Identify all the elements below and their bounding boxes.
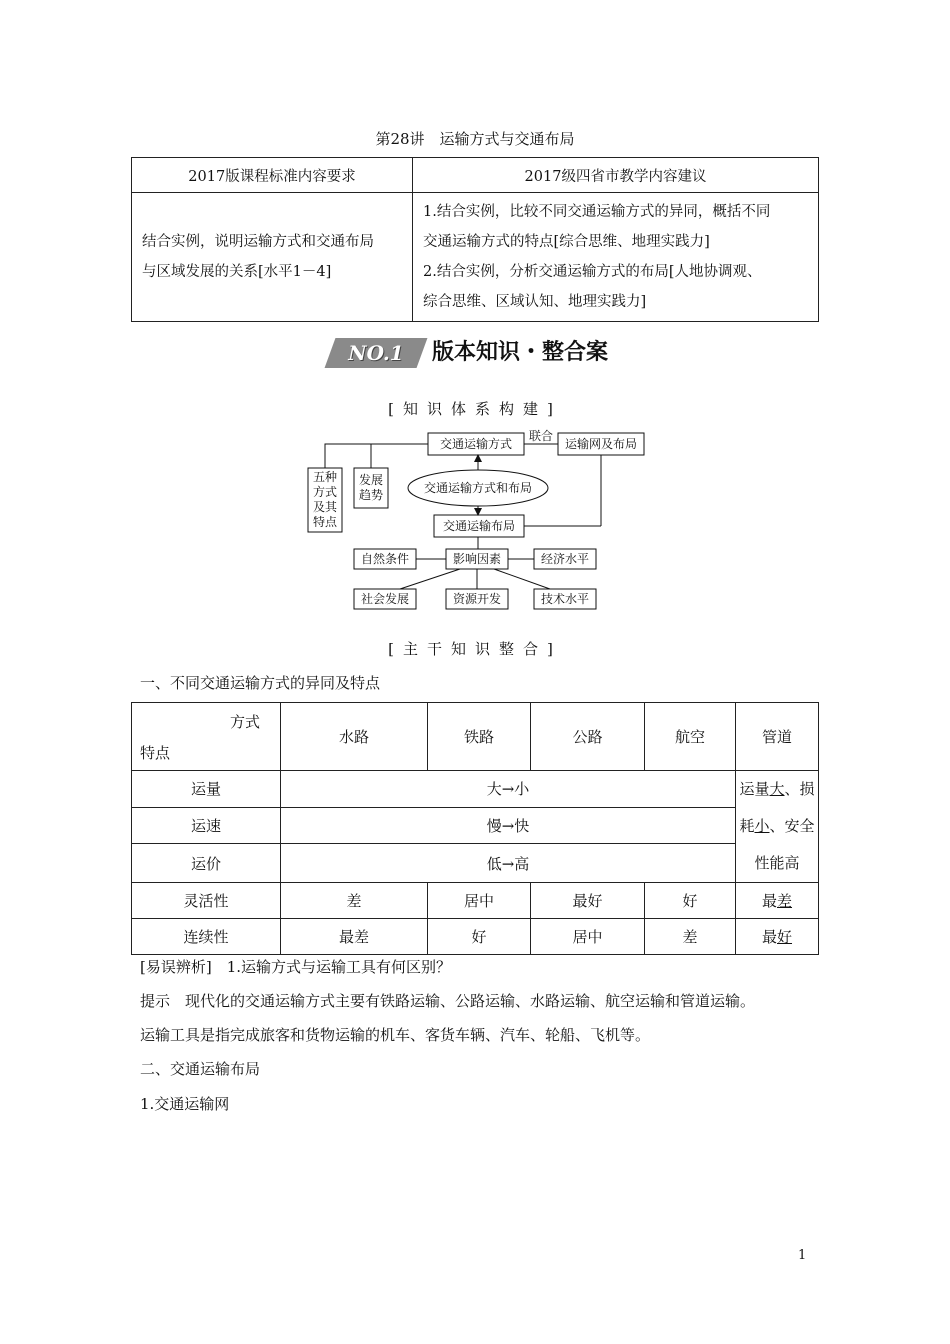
column-header-water: 水路 [281, 703, 428, 771]
diagram-node-five: 方式 [312, 485, 338, 499]
diagram-node-five: 五种 [312, 470, 338, 484]
heading-transport-layout: 二、交通运输布局 [140, 1060, 261, 1078]
standards-header-right: 2017级四省市教学内容建议 [413, 158, 819, 193]
standards-left-line: 结合实例，说明运输方式和交通布局 [142, 234, 374, 250]
diagram-node-natural: 自然条件 [360, 552, 410, 566]
continuity-air: 差 [645, 919, 736, 955]
continuity-road: 居中 [531, 919, 645, 955]
pipeline-feature-line [736, 771, 818, 808]
diagram-node-network: 运输网及布局 [564, 437, 638, 451]
error-analysis-note: [易误辨析] 1.运输方式与运输工具有何区别？ [140, 958, 452, 976]
diagram-node-trend: 发展 [358, 473, 384, 487]
hint-paragraph-line: 运输工具是指完成旅客和货物运输的机车、客货车辆、汽车、轮船、飞机等。 [140, 1026, 651, 1044]
table-corner-cell [132, 703, 281, 771]
section-banner [330, 336, 630, 372]
flexibility-water: 差 [281, 883, 428, 919]
row-label-speed: 运速 [132, 807, 281, 844]
flexibility-rail: 居中 [428, 883, 531, 919]
banner-badge-text: NO.1 [348, 341, 404, 365]
pipeline-blank: 大 [769, 780, 785, 798]
pipeline-text: 运量 [739, 780, 770, 798]
corner-features-label: 特点 [140, 743, 171, 762]
pipeline-feature-line: 性能高 [754, 854, 800, 872]
standards-requirement-cell [132, 193, 413, 322]
standards-left-line: 与区域发展的关系[水平1－4] [142, 264, 332, 280]
flex-pipe-text: 最 [761, 892, 777, 910]
diagram-node-center: 交通运输方式和布局 [423, 481, 533, 495]
hint-paragraph-line: 提示 现代化的交通运输方式主要有铁路运输、公路运输、水路运输、航空运输和管道运输。 [140, 992, 756, 1010]
diagram-node-five: 特点 [312, 515, 338, 529]
continuity-rail: 好 [428, 919, 531, 955]
column-header-pipeline: 管道 [736, 703, 819, 771]
standards-suggestion-cell [413, 193, 819, 322]
standards-header-left: 2017版课程标准内容要求 [132, 158, 413, 193]
knowledge-system-tag: [知识体系构建] [388, 400, 562, 418]
diagram-node-society: 社会发展 [360, 592, 410, 606]
column-header-air: 航空 [645, 703, 736, 771]
standards-right-line: 2.结合实例，分析交通运输方式的布局[人地协调观、 [423, 264, 762, 280]
knowledge-diagram [300, 428, 650, 618]
diagram-node-trend: 趋势 [358, 488, 384, 502]
diagram-node-tech: 技术水平 [540, 592, 590, 606]
pipeline-features-cell [736, 771, 819, 883]
pipeline-text: 耗 [739, 817, 755, 835]
row-label-volume: 运量 [132, 771, 281, 808]
diagram-node-five: 及其 [312, 500, 338, 514]
diagram-node-layout: 交通运输布局 [442, 519, 516, 533]
speed-trend: 慢→快 [281, 807, 736, 844]
diagram-node-economy: 经济水平 [540, 552, 590, 566]
volume-trend: 大→小 [281, 771, 736, 808]
corner-modes-label: 方式 [229, 712, 260, 731]
lecture-title: 第28讲 运输方式与交通布局 [375, 130, 575, 148]
pipeline-text: 、损 [784, 780, 815, 798]
continuity-pipeline [736, 919, 819, 955]
transport-comparison-table [131, 702, 819, 955]
main-knowledge-tag: [主干知识整合] [388, 640, 562, 658]
flexibility-air: 好 [645, 883, 736, 919]
diagram-node-factors: 影响因素 [452, 552, 502, 566]
cont-pipe-blank: 好 [777, 928, 793, 946]
curriculum-standards-table [131, 157, 819, 322]
diagram-node-resource: 资源开发 [452, 592, 502, 606]
banner-title: 版本知识・整合案 [432, 340, 609, 365]
row-label-price: 运价 [132, 844, 281, 883]
pipeline-feature-line [736, 808, 818, 845]
heading-transport-modes: 一、不同交通运输方式的异同及特点 [140, 674, 381, 692]
standards-right-line: 综合思维、区域认知、地理实践力] [423, 294, 647, 310]
page-number: 1 [798, 1248, 807, 1263]
diagram-link-label: 联合 [528, 429, 554, 443]
flexibility-road: 最好 [531, 883, 645, 919]
column-header-road: 公路 [531, 703, 645, 771]
row-label-flexibility: 灵活性 [132, 883, 281, 919]
column-header-rail: 铁路 [428, 703, 531, 771]
standards-right-line: 1.结合实例，比较不同交通运输方式的异同，概括不同 [423, 204, 771, 220]
diagram-node-modes: 交通运输方式 [439, 437, 513, 451]
standards-right-line: 交通运输方式的特点[综合思维、地理实践力] [423, 234, 710, 250]
flexibility-pipeline [736, 883, 819, 919]
price-trend: 低→高 [281, 844, 736, 883]
flex-pipe-blank: 差 [777, 892, 793, 910]
row-label-continuity: 连续性 [132, 919, 281, 955]
pipeline-blank: 小 [754, 817, 770, 835]
banner-badge [325, 338, 428, 368]
cont-pipe-text: 最 [761, 928, 777, 946]
pipeline-text: 、安全 [769, 817, 815, 835]
heading-transport-network: 1.交通运输网 [140, 1095, 230, 1113]
continuity-water: 最差 [281, 919, 428, 955]
